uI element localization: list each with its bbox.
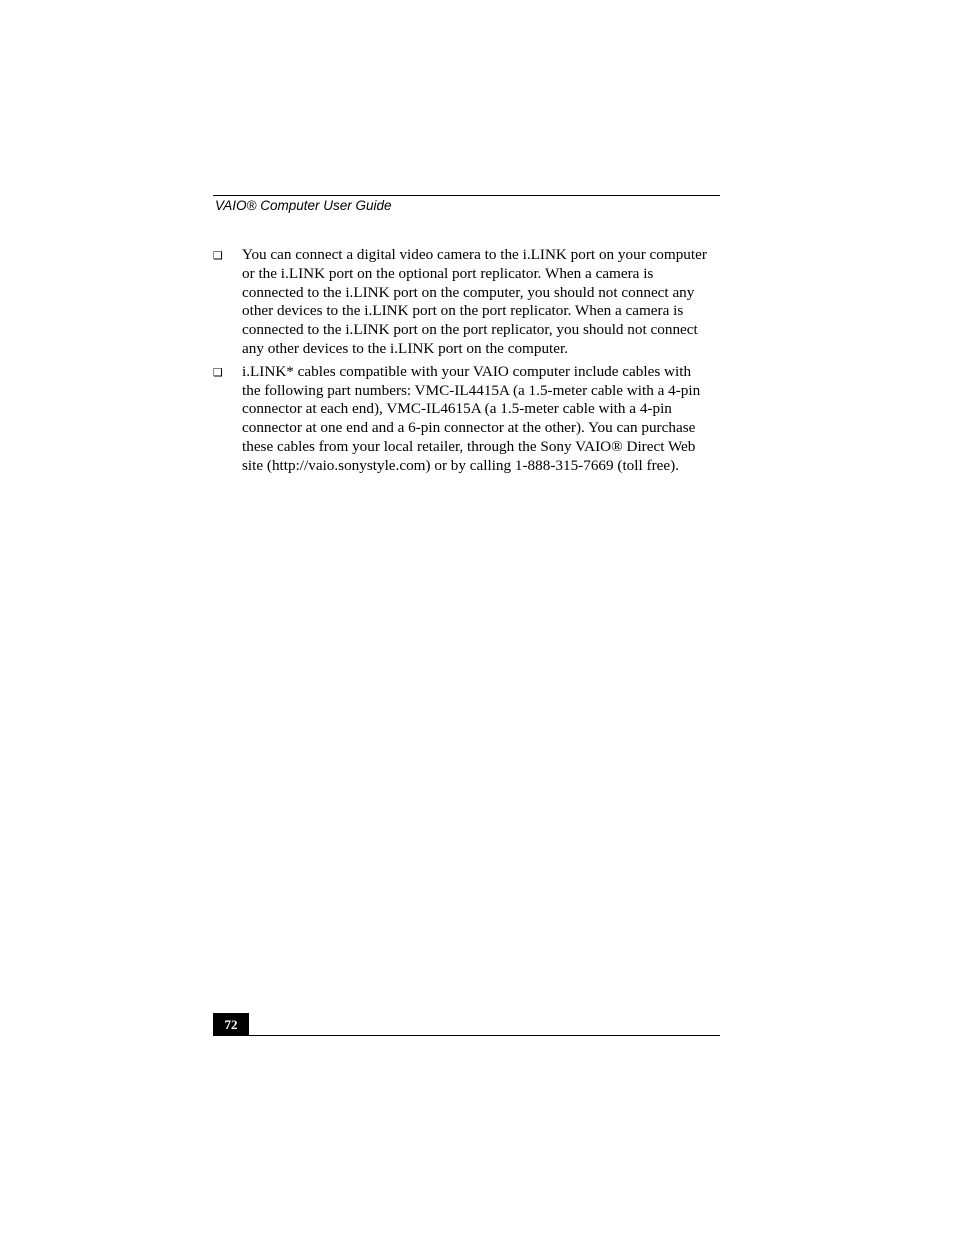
checkbox-bullet-icon: ❑ (213, 365, 223, 379)
text-line: connected to the i.LINK port on the computer, you should not connect any (242, 283, 695, 301)
page-number: 72 (213, 1013, 249, 1036)
checkbox-bullet-icon: ❑ (213, 249, 223, 262)
text-line: or the i.LINK port on the optional port replicator. When a camera is (242, 264, 654, 282)
text-line: any other devices to the i.LINK port on the computer. (242, 339, 569, 357)
text-line: the following part numbers: VMC-IL4415A (a 1.5-meter cable with a 4-pin (242, 381, 701, 399)
text-line: site (http://vaio.sonystyle.com) or by calling 1-888-315-7669 (toll free). (242, 456, 679, 474)
list-item (213, 363, 723, 476)
text-line: i.LINK* cables compatible with your VAIO computer include cables with (242, 362, 692, 380)
text-line: connector at one end and a 6-pin connector at the other). You can purchase (242, 419, 696, 437)
running-header-title: VAIO® Computer User Guide (215, 198, 392, 213)
text-line: You can connect a digital video camera to the i.LINK port on your computer (242, 246, 707, 263)
list-item (213, 246, 723, 359)
header-rule (213, 195, 720, 196)
footer-rule (213, 1035, 720, 1036)
text-line: connected to the i.LINK port on the port replicator, you should not connect (242, 321, 698, 339)
text-line: other devices to the i.LINK port on the port replicator. When a camera is (242, 302, 684, 320)
text-line: connector at each end), VMC-IL4615A (a 1.5-meter cable with a 4-pin (242, 400, 672, 418)
text-line: these cables from your local retailer, through the Sony VAIO® Direct Web (242, 437, 696, 455)
bullet-list (213, 246, 723, 480)
